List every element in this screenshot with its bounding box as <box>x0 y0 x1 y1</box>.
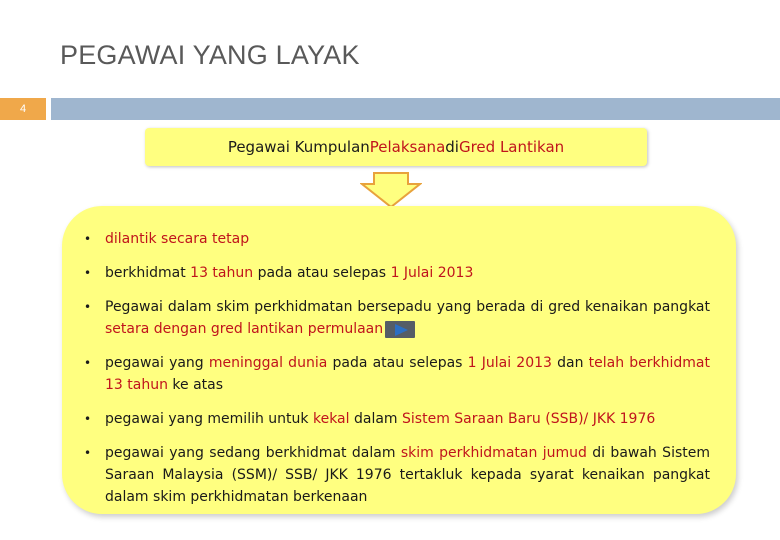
bullet: • <box>84 446 92 460</box>
bullet: • <box>84 356 92 370</box>
list-item <box>80 352 710 396</box>
header-text-3: di <box>445 138 459 156</box>
criteria-list <box>80 228 710 520</box>
list-item <box>80 296 710 340</box>
item-text: Sistem Saraan Baru (SSB)/ JKK 1976 <box>402 411 656 427</box>
item-text: berkhidmat <box>105 265 191 281</box>
header-bar <box>51 98 780 120</box>
item-text: skim perkhidmatan jumud <box>400 445 587 461</box>
list-item <box>80 228 710 250</box>
list-item <box>80 442 710 508</box>
list-item <box>80 408 710 430</box>
bullet: • <box>84 412 92 426</box>
slide-title: PEGAWAI YANG LAYAK <box>60 40 360 70</box>
item-text: meninggal dunia <box>208 355 328 371</box>
item-text: 13 tahun <box>190 265 254 281</box>
item-text: pada atau selepas <box>253 265 391 281</box>
item-text: pegawai yang <box>105 355 209 371</box>
item-text: dan <box>551 355 589 371</box>
item-text: telah berkhidmat 13 tahun <box>105 355 710 393</box>
item-text: ke atas <box>167 377 224 393</box>
item-text: pegawai yang memilih untuk <box>105 411 313 427</box>
header-box <box>145 128 647 166</box>
header-text-4: Gred Lantikan <box>458 138 565 156</box>
bullet: • <box>84 300 92 314</box>
item-text: pegawai yang sedang berkhidmat dalam <box>105 445 401 461</box>
item-text: 1 Julai 2013 <box>467 355 552 371</box>
down-arrow-icon <box>360 172 422 208</box>
item-text: di bawah Sistem Saraan Malaysia (SSM)/ SSB/ JKK 1976 tertakluk kepada syarat kenaikan pangkat dalam skim perkhidmatan berkenaan <box>105 445 710 505</box>
item-text: dilantik secara tetap <box>105 231 250 247</box>
slide-number: 4 <box>0 98 46 120</box>
list-item <box>80 262 710 284</box>
header-text-1: Pegawai Kumpulan <box>227 138 370 156</box>
item-text: Pegawai dalam skim perkhidmatan bersepadu yang berada di gred kenaikan pangkat <box>105 299 710 315</box>
header-text-2: Pelaksana <box>369 138 446 156</box>
item-text: setara dengan gred lantikan permulaan <box>105 321 384 337</box>
play-button-icon[interactable] <box>385 321 415 338</box>
item-text: pada atau selepas <box>327 355 468 371</box>
item-text: 1 Julai 2013 <box>390 265 474 281</box>
item-text: dalam <box>349 411 403 427</box>
item-text: kekal <box>312 411 350 427</box>
bullet: • <box>84 232 92 246</box>
bullet: • <box>84 266 92 280</box>
